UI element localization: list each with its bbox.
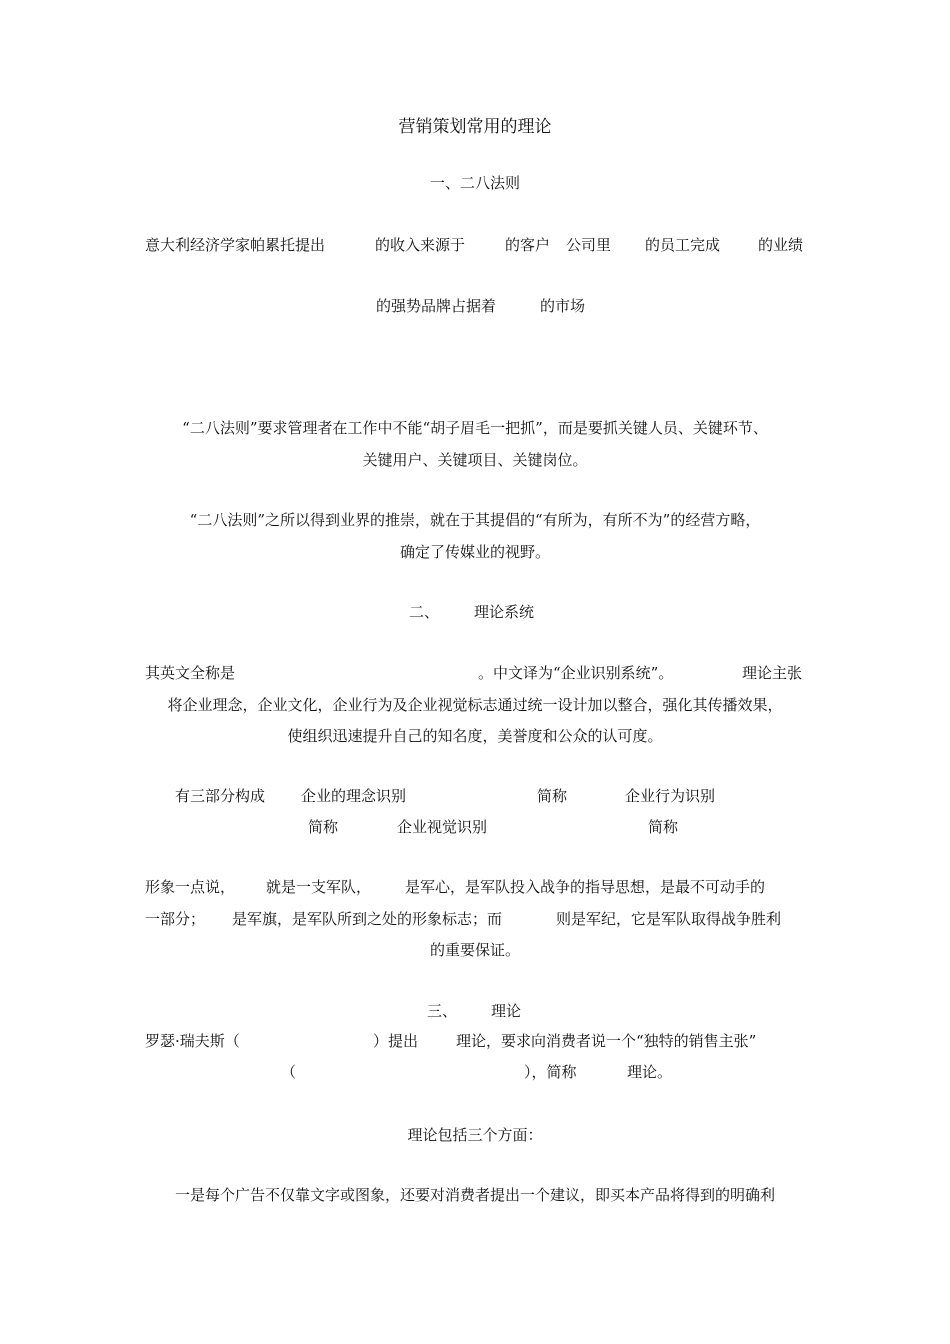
text-fragment: 理论主张 [742, 664, 803, 682]
text-fragment: 意大利经济学家帕累托提出 [145, 236, 326, 254]
text-fragment: 是军心，是军队投入战争的指导思想，是最不可动手的 [405, 878, 766, 896]
text-fragment: 的市场 [540, 297, 586, 315]
text-fragment: 理论，要求向消费者说一个“独特的销售主张” [456, 1032, 757, 1050]
text-fragment: 就是一支军队， [266, 878, 372, 896]
text-fragment: 企业视觉识别 [397, 818, 488, 836]
text-fragment: 的强势品牌占据着 [376, 297, 497, 315]
section-1-paragraph-3-line-1: “二八法则”之所以得到业界的推崇，就在于其提倡的“有所为，有所不为”的经营方略， [189, 511, 761, 529]
text-line: 将企业理念，企业文化，企业行为及企业视觉标志通过统一设计加以整合，强化其传播效果， [167, 696, 783, 714]
text-fragment: 。中文译为“企业识别系统”。 [478, 664, 674, 682]
text-fragment: 有三部分构成 [175, 787, 266, 805]
section-1-paragraph-3-line-2: 确定了传媒业的视野。 [399, 543, 550, 561]
text-line: 使组织迅速提升自己的知名度，美誉度和公众的认可度。 [287, 727, 663, 745]
heading-number: 二、 [409, 603, 440, 621]
text-fragment: 形象一点说， [145, 878, 236, 896]
text-fragment: 简称 [537, 787, 568, 805]
text-line: 的重要保证。 [429, 941, 520, 959]
text-fragment: ），简称 [524, 1063, 577, 1081]
section-3-paragraph-3: 一是每个广告不仅靠文字或图象，还要对消费者提出一个建议，即买本产品将得到的明确利 [174, 1186, 775, 1204]
text-fragment: 是军旗，是军队所到之处的形象标志；而 [232, 910, 503, 928]
text-fragment: 罗瑟·瑞夫斯（ [145, 1032, 240, 1050]
text-fragment: 一部分； [145, 910, 206, 928]
text-fragment: 的业绩 [758, 236, 804, 254]
section-1-heading: 一、二八法则 [429, 174, 520, 192]
text-fragment: 理论。 [627, 1063, 673, 1081]
text-fragment: 简称 [648, 818, 679, 836]
text-fragment: 企业的理念识别 [301, 787, 407, 805]
text-fragment: 的收入来源于 [375, 236, 466, 254]
text-fragment: 简称 [308, 818, 339, 836]
section-1-paragraph-2-line-1: “二八法则”要求管理者在工作中不能“胡子眉毛一把抓”，而是要抓关键人员、关键环节、 [182, 419, 768, 437]
text-fragment: 则是军纪，它是军队取得战争胜利 [556, 910, 782, 928]
section-1-paragraph-2-line-2: 关键用户、关键项目、关键岗位。 [362, 451, 588, 469]
text-fragment: 企业行为识别 [625, 787, 716, 805]
text-fragment: ）提出 [373, 1032, 419, 1050]
text-fragment: 的员工完成 [645, 236, 721, 254]
text-fragment: 的客户 [505, 236, 551, 254]
text-fragment: （ [281, 1063, 297, 1081]
page-title: 营销策划常用的理论 [398, 117, 552, 137]
text-fragment: 公司里 [566, 236, 612, 254]
heading-text: 理论 [491, 1002, 522, 1020]
heading-number: 三、 [427, 1002, 458, 1020]
section-3-paragraph-2: 理论包括三个方面： [407, 1126, 543, 1144]
text-fragment: 其英文全称是 [145, 664, 236, 682]
heading-text: 理论系统 [474, 603, 535, 621]
